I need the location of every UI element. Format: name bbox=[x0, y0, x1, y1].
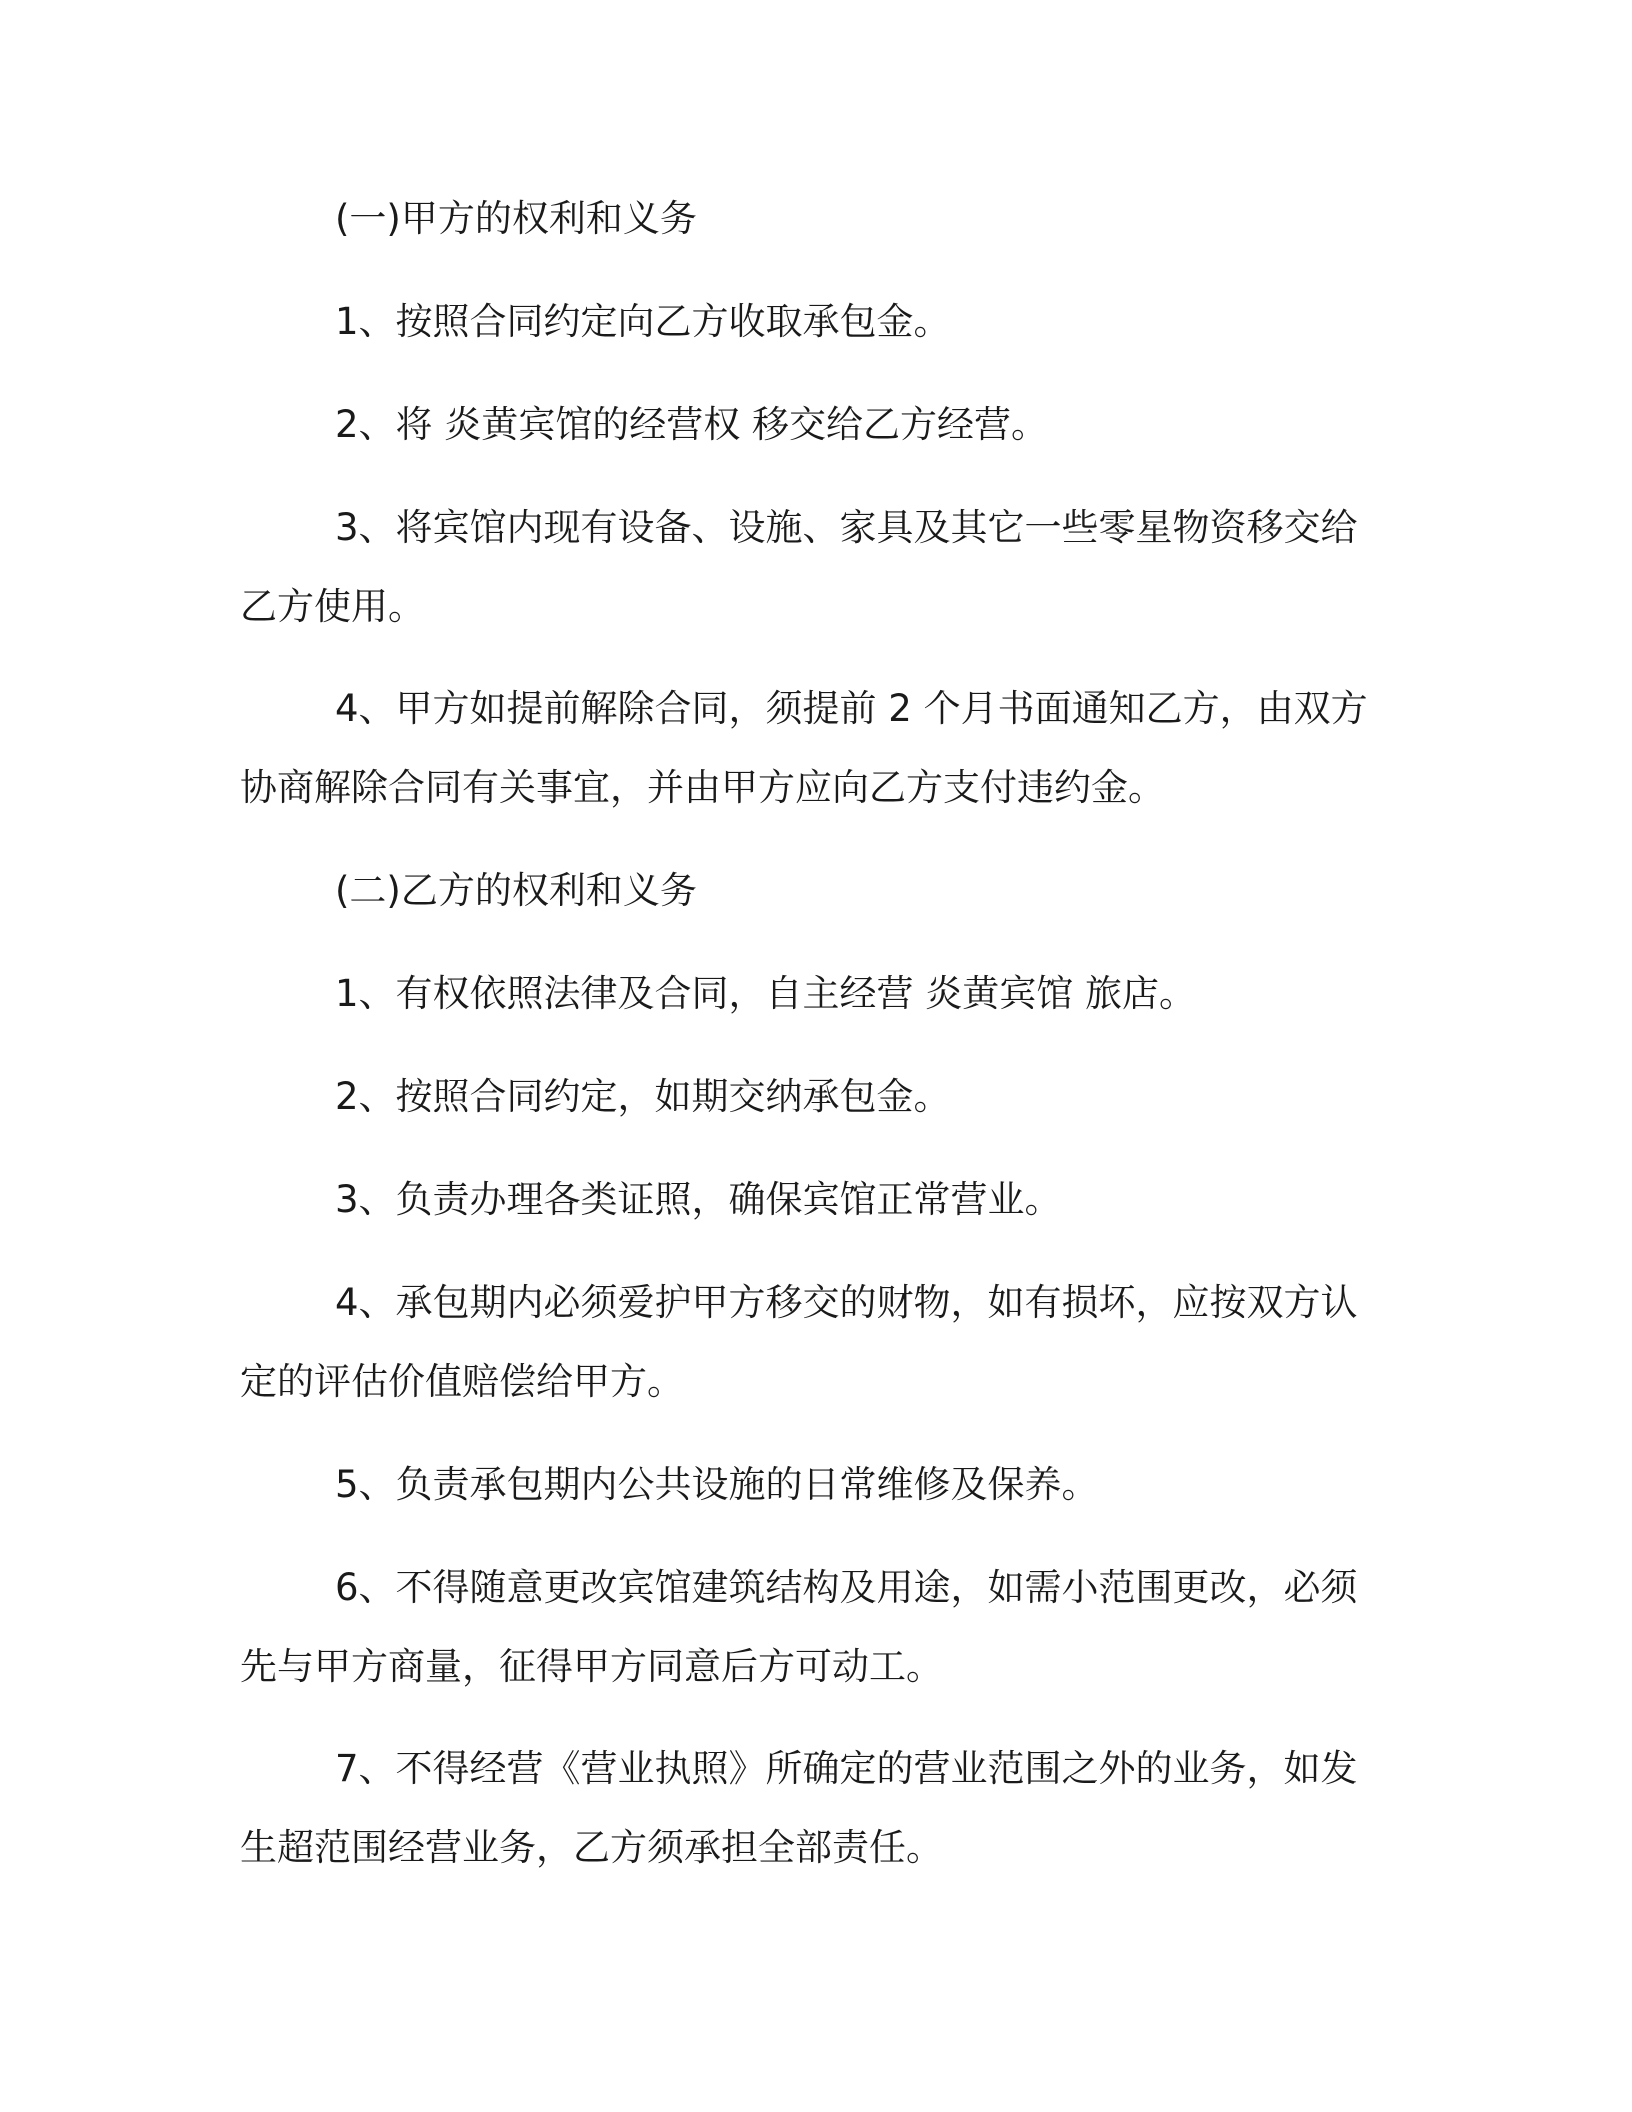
section-1-item-4-line-1: 4、甲方如提前解除合同，须提前 2 个月书面通知乙方，由双方 bbox=[335, 687, 1368, 730]
section-2-item-6-line-2: 先与甲方商量，征得甲方同意后方可动工。 bbox=[240, 1645, 943, 1688]
section-2-item-4-line-1: 4、承包期内必须爱护甲方移交的财物，如有损坏，应按双方认 bbox=[335, 1281, 1358, 1324]
section-1-item-3-line-2: 乙方使用。 bbox=[240, 585, 425, 628]
section-2-item-1-line-1: 1、有权依照法律及合同，自主经营 炎黄宾馆 旅店。 bbox=[335, 972, 1197, 1015]
section-2-item-6-line-1: 6、不得随意更改宾馆建筑结构及用途，如需小范围更改，必须 bbox=[335, 1566, 1358, 1609]
section-1-item-3-line-1: 3、将宾馆内现有设备、设施、家具及其它一些零星物资移交给 bbox=[335, 506, 1358, 549]
section-1-heading-text: (一)甲方的权利和义务 bbox=[335, 197, 697, 240]
section-1-item-4-line-2: 协商解除合同有关事宜，并由甲方应向乙方支付违约金。 bbox=[240, 766, 1165, 809]
section-2-item-3-line-1: 3、负责办理各类证照，确保宾馆正常营业。 bbox=[335, 1178, 1062, 1221]
section-2-item-4-line-2: 定的评估价值赔偿给甲方。 bbox=[240, 1360, 684, 1403]
section-2-item-5-line-1: 5、负责承包期内公共设施的日常维修及保养。 bbox=[335, 1463, 1099, 1506]
section-2-item-7-line-1: 7、不得经营《营业执照》所确定的营业范围之外的业务，如发 bbox=[335, 1747, 1358, 1790]
section-1-item-1-line-1: 1、按照合同约定向乙方收取承包金。 bbox=[335, 300, 951, 343]
section-1-item-2-line-1: 2、将 炎黄宾馆的经营权 移交给乙方经营。 bbox=[335, 403, 1049, 446]
section-2-item-7-line-2: 生超范围经营业务，乙方须承担全部责任。 bbox=[240, 1826, 943, 1869]
section-2-item-2-line-1: 2、按照合同约定，如期交纳承包金。 bbox=[335, 1075, 951, 1118]
section-2-heading-text: (二)乙方的权利和义务 bbox=[335, 869, 697, 912]
